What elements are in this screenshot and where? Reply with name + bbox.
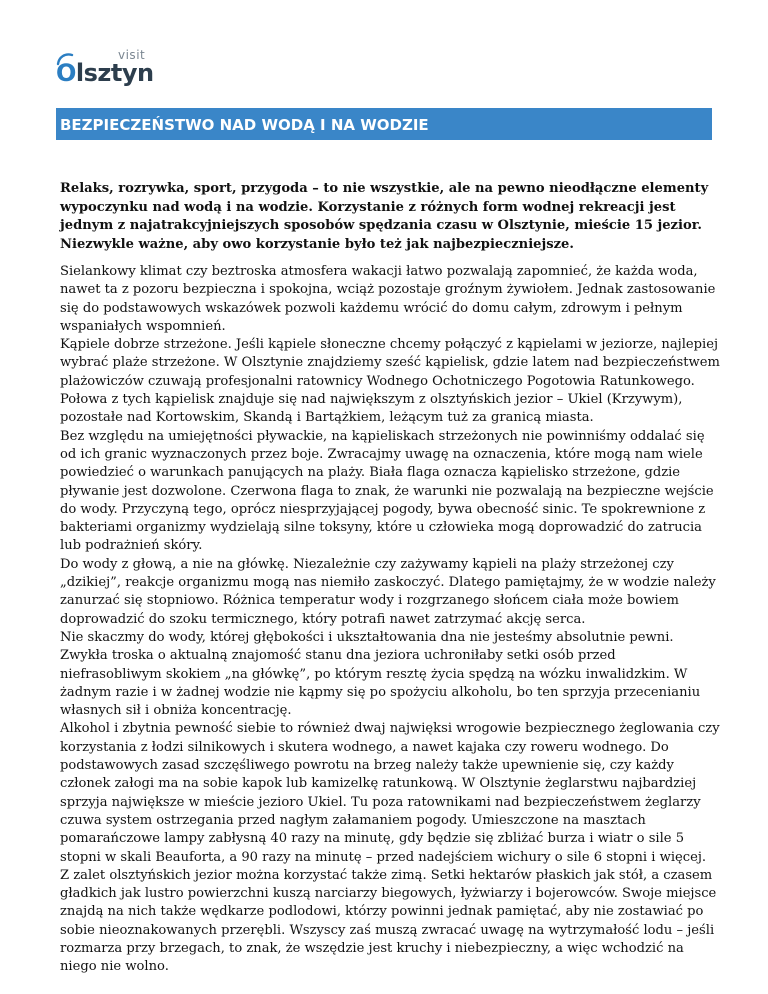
paragraph-no-diving: Nie skaczmy do wody, której głębokości i ukształtowania dna nie jesteśmy absolutnie pewni. Zwykła troska o aktualną znajomość stanu dna jeziora uchroniłaby setki osób przed niefrasobliwym skokiem „na główkę”, po którym resztę życia spędzą na wózku inwalidzkim. W żadnym razie i w żadnej wodzie nie kąpmy się po spożyciu alkoholu, bo ten sprzyja przecenianiu własnych sił i obniża koncentrację. <box>60 629 701 719</box>
paragraph-sailing: Alkohol i zbytnia pewność siebie to również dwaj najwięksi wrogowie bezpiecznego żeglowania czy korzystania z łodzi silnikowych i skutera wodnego, a nawet kajaka czy roweru wodnego. Do podstawowych zasad szczęśliwego powrotu na brzeg należy także upewnienie się, czy każdy członek załogi ma na sobie kapok lub kamizelkę ratunkową. W Olsztynie żeglarstwu najbardziej sprzyja największe w mieście jezioro Ukiel. Tu poza ratownikami nad bezpieczeństwem żeglarzy czuwa system ostrzegania przed nagłym załamaniem pogody. Umieszczone na masztach pomarańczowe lampy zabłysną 40 razy na minutę, gdy będzie się zbliżać burza i wiatr o sile 5 stopni w skali Beauforta, a 90 razy na minutę – przed nadejściem wichury o sile 6 stopni i więcej. <box>60 721 720 865</box>
paragraph-winter: Z zalet olsztyńskich jezior można korzystać także zimą. Setki hektarów płaskich jak stół, a czasem gładkich jak lustro powierzchni kuszą narciarzy biegowych, łyżwiarzy i bojerowców. Swoje miejsce znajdą na nich także wędkarze podlodowi, którzy powinni jednak pamiętać, aby nie zostawiać po sobie nieoznakowanych przerębli. Wszyscy zaś muszą zwracać uwagę na wytrzymałość lodu – jeśli rozmarza przy brzegach, to znak, że wszędzie jest kruchy i niebezpieczny, a więc wchodzić na niego nie wolno. <box>60 867 717 975</box>
paragraph-flags: Bez względu na umiejętności pływackie, na kąpieliskach strzeżonych nie powinniśmy oddalać się od ich granic wyznaczonych przez boje. Zwracajmy uwagę na oznaczenia, które mogą nam wiele powiedzieć o warunkach panujących na plaży. Biała flaga oznacza kąpielisko strzeżone, gdzie pływanie jest dozwolone. Czerwona flaga to znak, że warunki nie pozwalają na bezpieczne wejście do wody. Przyczyną tego, oprócz niesprzyjającej pogody, bywa obecność sinic. Te spokrewnione z bakteriami organizmy wydzielają silne toksyny, które u człowieka mogą doprowadzić do zatrucia lub podrażnień skóry. <box>60 428 714 554</box>
logo-wordmark-rest: lsztyn <box>75 59 154 87</box>
article-body <box>60 263 720 977</box>
logo-wordmark <box>56 59 154 87</box>
lead-paragraph: Relaks, rozrywka, sport, przygoda – to nie wszystkie, ale na pewno nieodłączne elementy wypoczynku nad wodą i na wodzie. Korzystanie z różnych form wodnej rekreacji jest jednym z najatrakcyjniejszych sposobów spędzania czasu w Olsztynie, mieście 15 jezior. Niezwykle ważne, aby owo korzystanie było też jak najbezpieczniejsze. <box>60 181 709 252</box>
logo-visit-text: visit <box>118 48 146 62</box>
visit-olsztyn-logo[interactable] <box>56 48 156 92</box>
logo-o-letter: O <box>56 59 76 87</box>
paragraph-guarded-beaches: Kąpiele dobrze strzeżone. Jeśli kąpiele słoneczne chcemy połączyć z kąpielami w jeziorze, najlepiej wybrać plaże strzeżone. W Olsztynie znajdziemy sześć kąpielisk, gdzie latem nad bezpieczeństwem plażowiczów czuwają profesjonalni ratownicy Wodnego Ochotniczego Pogotowia Ratunkowego. Połowa z tych kąpielisk znajduje się nad największym z olsztyńskich jezior – Ukiel (Krzywym), pozostałe nad Kortowskim, Skandą i Bartążkiem, leżącym tuż za granicą miasta. <box>60 337 720 426</box>
page-title: BEZPIECZEŃSTWO NAD WODĄ I NA WODZIE <box>56 108 712 140</box>
paragraph-gradual-entry: Do wody z głową, a nie na główkę. Niezależnie czy zażywamy kąpieli na plaży strzeżonej czy „dzikiej”, reakcje organizmu mogą nas niemiło zaskoczyć. Dlatego pamiętajmy, że w wodzie należy zanurzać się stopniowo. Różnica temperatur wody i rozgrzanego słońcem ciała może bowiem doprowadzić do szoku termicznego, który potrafi nawet zatrzymać akcję serca. <box>60 556 716 627</box>
paragraph-intro: Sielankowy klimat czy beztroska atmosfera wakacji łatwo pozwalają zapomnieć, że każda woda, nawet ta z pozoru bezpieczna i spokojna, wciąż pozostaje groźnym żywiołem. Jednak zastosowanie się do podstawowych wskazówek pozwoli każdemu wrócić do domu całym, zdrowym i pełnym wspaniałych wspomnień. <box>60 264 716 334</box>
